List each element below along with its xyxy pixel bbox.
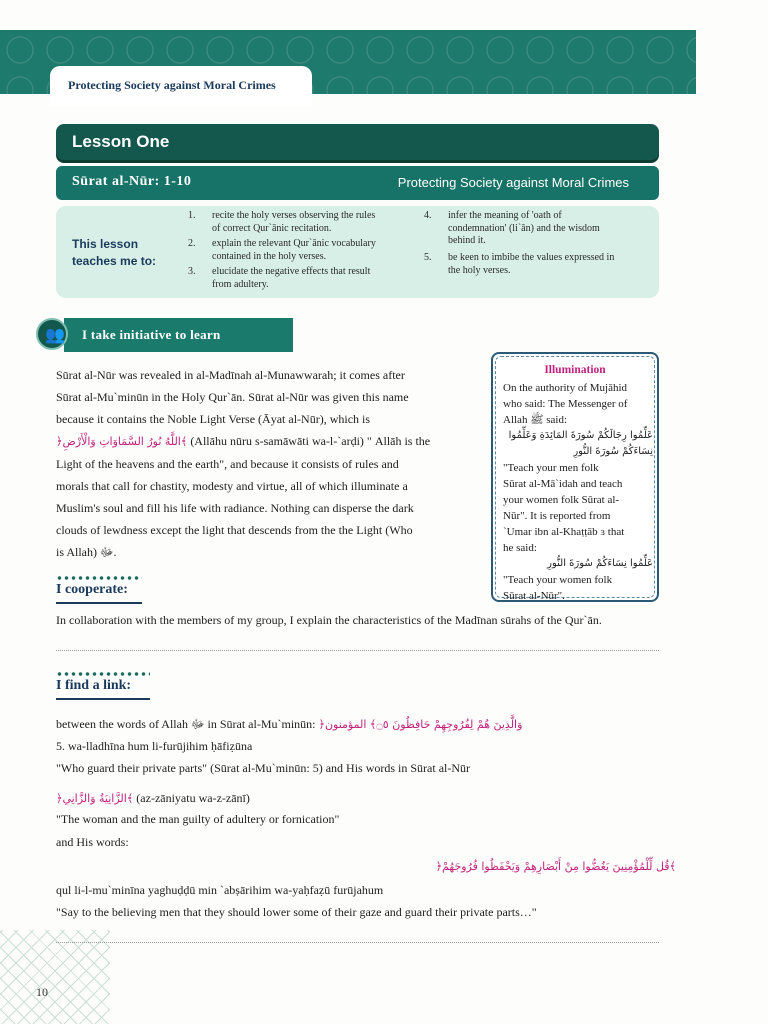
quran-verse-zaniya: ﴿الزَّانِيَةُ وَالزَّانِي﴾ — [56, 792, 134, 805]
lesson-title: Lesson One — [56, 124, 659, 160]
cooperate-text: In collaboration with the members of my group, I explain the characteristics of the Madīnan sūrahs of the Qur`ān. — [56, 613, 602, 627]
translation: "The woman and the man guilty of adultery or fornication" — [56, 812, 340, 826]
lesson-subtitle: Protecting Society against Moral Crimes — [397, 175, 629, 190]
illumination-text: On the authority of Mujāhid who said: The Messenger of Allah ﷺ said: عَلِّمُوا رِجَالَكُمْ سُورَةَ المَائِدَةِ وَعَلِّمُوا نِسَاءَكُمْ سُورَةَ النُّورِ "Teach your men folk Sūrat al-Mā`idah and teach your women folk Sūrat al- Nūr". It is reported from `Umar ibn al-Khaṭṭāb ɜ that he said: عَلِّمُوا نِسَاءَكُمْ سُورَةَ النُّورِ "Teach your women folk Sūrat al-Nūr". — [503, 382, 653, 602]
answer-line — [56, 942, 659, 943]
corner-ornament — [0, 930, 110, 1024]
link-heading: I find a link: — [56, 678, 132, 693]
people-icon: 👥 — [36, 318, 68, 350]
link-text: and His words: — [56, 835, 129, 849]
translation: "Who guard their private parts" (Sūrat al-Mu`minūn: 5) and His words in Sūrat al-Nūr — [56, 761, 471, 775]
surah-range: Sūrat al-Nūr: 1-10 — [72, 174, 192, 189]
lesson-subheader — [56, 166, 659, 200]
answer-line — [56, 650, 659, 651]
illumination-title: Illumination — [544, 364, 606, 376]
quran-verse-muminun: ﴿وَالَّذِينَ هُمْ لِفُرُوجِهِمْ حَافِظُونَ ۝٥﴾ المؤمنون — [318, 718, 523, 731]
translation: "Say to the believing men that they should lower some of their gaze and guard their private parts…" — [56, 905, 537, 919]
decorative-divider — [56, 671, 150, 677]
objectives-label: This lesson teaches me to: — [72, 237, 157, 268]
link-text: ﴿الزَّانِيَةُ وَالزَّانِي﴾ (az-zāniyatu wa-z-zānī) — [56, 791, 250, 805]
initiative-title: I take initiative to learn — [64, 318, 293, 352]
heading-underline — [56, 602, 142, 604]
decorative-divider — [56, 575, 142, 581]
heading-underline — [56, 698, 150, 700]
objectives-box: This lesson teaches me to: 1. recite the holy verses observing the rules of correct Qur`ānic recitation. 2. explain the relevant Qur`ānic vocabulary contained in the holy verses. 3. elucidate the negative effects that result from adultery. 4. infer the meaning of 'oath of condemnation' (li`ān) and the wisdom behind it. 5. be keen to imbibe the values expressed in the holy verses. — [56, 206, 659, 298]
transliteration: 5. wa-lladhīna hum li-furūjihim ḥāfiẓūna — [56, 739, 253, 753]
cooperate-heading: I cooperate: — [56, 582, 128, 597]
intro-paragraph: Sūrat al-Nūr was revealed in al-Madīnah al-Munawwarah; it comes after Sūrat al-Mu`minūn in the Holy Qur`ān. Sūrat al-Nūr was given this name because it contains the Noble Light Verse (Āyat al-Nūr), which is ﴿اللَّهُ نُورُ السَّمَاوَاتِ وَالْأَرْضِ﴾ (Allāhu nūru s-samāwāti wa-l-`arḍi) " Allāh is the Light of the heavens and the earth", and because it consists of rules and morals that call for chastity, modesty and virtue, all of which illuminate a Muslim's soul and fill his life with radiance. Nothing can disperse the dark clouds of lewdness except the light that descends from the the Light (Who is Allah) ﷻ. — [56, 368, 431, 559]
illumination-box — [491, 352, 659, 602]
quran-verse-gaze: ﴿قُل لِّلْمُؤْمِنِينَ يَغُضُّوا مِنْ أَبْصَارِهِمْ وَيَحْفَظُوا فُرُوجَهُمْ﴾ — [435, 860, 676, 873]
chapter-title: Protecting Society against Moral Crimes — [50, 66, 312, 106]
transliteration: qul li-l-mu`minīna yaghuḍḍū min `abṣārihim wa-yaḥfaẓū furūjahum — [56, 883, 384, 897]
quran-verse-light: ﴿اللَّهُ نُورُ السَّمَاوَاتِ وَالْأَرْضِ﴾ — [56, 435, 188, 448]
page-number: 10 — [36, 985, 48, 999]
initiative-section-header — [36, 316, 293, 352]
link-text: between the words of Allah ﷻ in Sūrat al-Mu`minūn: ﴿وَالَّذِينَ هُمْ لِفُرُوجِهِمْ حَافِظُونَ ۝٥﴾ المؤمنون — [56, 717, 523, 731]
